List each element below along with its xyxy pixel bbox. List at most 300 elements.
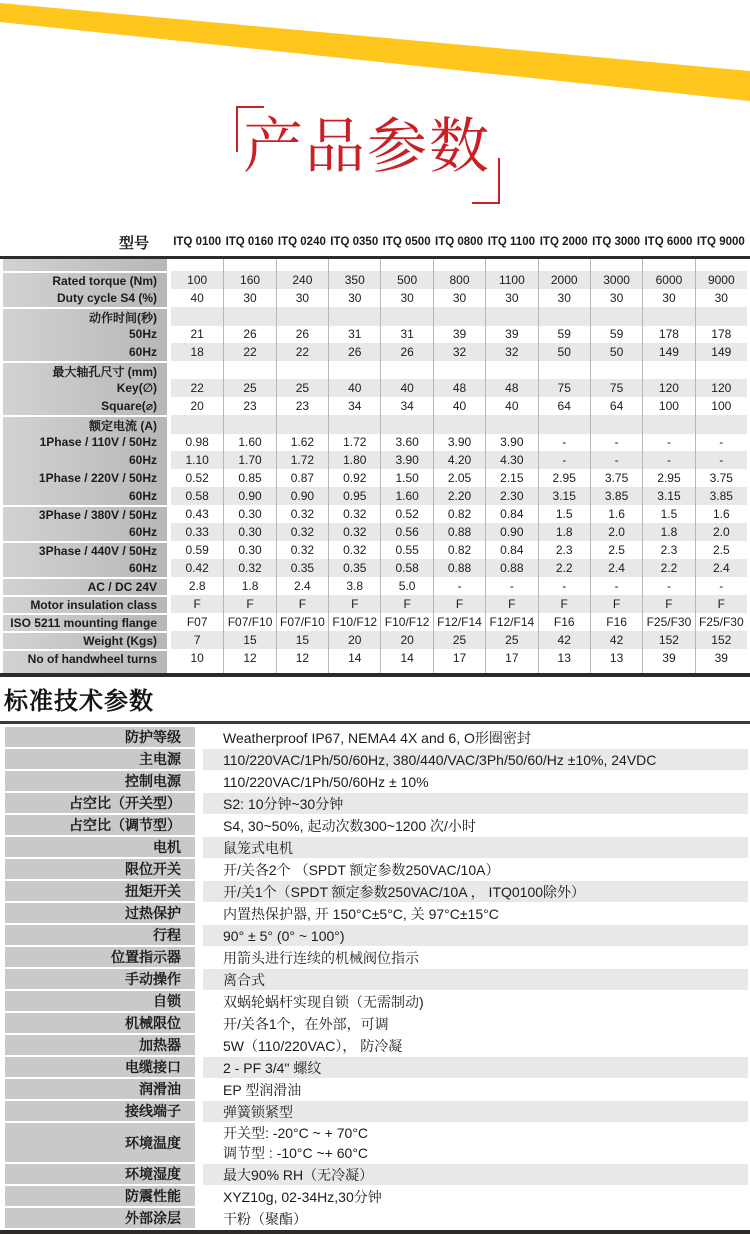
spec-cell: 0.42 bbox=[171, 559, 223, 577]
spec-cell: 15 bbox=[276, 631, 328, 649]
spec-cell: 0.58 bbox=[171, 487, 223, 505]
tech-row-label: 过热保护 bbox=[5, 903, 195, 925]
spec-cell: 2.5 bbox=[695, 541, 747, 559]
spec-cell: 42 bbox=[590, 631, 642, 649]
spec-cell: - bbox=[433, 577, 485, 595]
tech-value-line: EP 型润滑油 bbox=[223, 1081, 302, 1098]
spec-cell bbox=[276, 667, 328, 673]
spec-cell bbox=[642, 667, 694, 673]
tech-gutter bbox=[195, 815, 203, 837]
model-header-cell: ITQ 0800 bbox=[435, 236, 483, 248]
spec-row bbox=[3, 559, 747, 577]
spec-cell: 39 bbox=[485, 325, 537, 343]
tech-value-line: 2 - PF 3/4" 螺纹 bbox=[223, 1059, 322, 1076]
spec-cell: - bbox=[538, 451, 590, 469]
spec-cell: F bbox=[538, 595, 590, 613]
spec-cell: 1.6 bbox=[695, 505, 747, 523]
tech-row-value bbox=[203, 1035, 748, 1057]
spec-cell bbox=[328, 667, 380, 673]
model-header-cell: ITQ 2000 bbox=[539, 236, 588, 248]
spec-cell: F07/F10 bbox=[276, 613, 328, 631]
spec-row bbox=[3, 397, 747, 415]
spec-cell bbox=[590, 259, 642, 271]
spec-cell bbox=[171, 361, 223, 380]
tech-row-label: 自锁 bbox=[5, 991, 195, 1013]
model-header-cell: ITQ 0350 bbox=[330, 236, 379, 248]
spec-cell: 1.70 bbox=[223, 451, 275, 469]
spec-cell bbox=[485, 361, 537, 380]
tech-row-label: 限位开关 bbox=[5, 859, 195, 881]
spec-row-label: 额定电流 (A) bbox=[3, 415, 167, 434]
tech-row-value bbox=[203, 771, 748, 793]
spec-row bbox=[3, 259, 747, 271]
spec-cell bbox=[642, 361, 694, 380]
spec-row bbox=[3, 523, 747, 541]
spec-cell: 0.33 bbox=[171, 523, 223, 541]
tech-gutter bbox=[195, 1057, 203, 1079]
spec-cell: - bbox=[538, 577, 590, 595]
spec-cell: 40 bbox=[485, 397, 537, 415]
spec-row-label: 50Hz bbox=[3, 325, 167, 343]
tech-row bbox=[5, 1101, 748, 1123]
spec-cell: 30 bbox=[590, 289, 642, 307]
spec-cell: 2.15 bbox=[485, 469, 537, 487]
spec-cell: 1.5 bbox=[538, 505, 590, 523]
tech-gutter bbox=[195, 727, 203, 749]
tech-value-line: 开/关1个（SPDT 额定参数250VAC/10A ， ITQ0100除外） bbox=[223, 883, 586, 900]
spec-cell: 7 bbox=[171, 631, 223, 649]
spec-row-label: Duty cycle S4 (%) bbox=[3, 289, 167, 307]
spec-cell: 2.4 bbox=[590, 559, 642, 577]
spec-models-row bbox=[3, 228, 747, 256]
spec-cell bbox=[171, 667, 223, 673]
spec-cell bbox=[485, 259, 537, 271]
spec-cell: 0.32 bbox=[223, 559, 275, 577]
spec-cell bbox=[276, 361, 328, 380]
spec-cell bbox=[223, 361, 275, 380]
spec-row bbox=[3, 613, 747, 631]
tech-row-value bbox=[203, 1186, 748, 1208]
spec-cell: 18 bbox=[171, 343, 223, 361]
tech-gutter bbox=[195, 1123, 203, 1164]
spec-cell: 25 bbox=[276, 379, 328, 397]
tech-value-line: 鼠笼式电机 bbox=[223, 839, 293, 856]
tech-value-line: S2: 10分钟~30分钟 bbox=[223, 795, 344, 812]
tech-value-line: 5W（110/220VAC）， 防冷凝 bbox=[223, 1037, 403, 1054]
spec-cell: 0.82 bbox=[433, 541, 485, 559]
spec-cell: 32 bbox=[433, 343, 485, 361]
spec-cell: F25/F30 bbox=[695, 613, 747, 631]
tech-row-label: 环境温度 bbox=[5, 1123, 195, 1164]
spec-cell: 0.35 bbox=[276, 559, 328, 577]
tech-row-value bbox=[203, 859, 748, 881]
spec-row bbox=[3, 595, 747, 613]
tech-value-line: 开/关各1个，在外部，可调 bbox=[223, 1015, 389, 1032]
spec-row bbox=[3, 307, 747, 325]
spec-cell: 2.2 bbox=[642, 559, 694, 577]
tech-row bbox=[5, 1079, 748, 1101]
tech-row bbox=[5, 925, 748, 947]
spec-cell: 1.72 bbox=[328, 433, 380, 451]
spec-row bbox=[3, 451, 747, 469]
tech-row-label: 防震性能 bbox=[5, 1186, 195, 1208]
spec-cell: 3.90 bbox=[380, 451, 432, 469]
tech-row-label: 控制电源 bbox=[5, 771, 195, 793]
spec-cell bbox=[328, 415, 380, 434]
tech-row bbox=[5, 1186, 748, 1208]
spec-cell: 3.85 bbox=[695, 487, 747, 505]
tech-value-line: 开/关各2个 （SPDT 额定参数250VAC/10A） bbox=[223, 861, 500, 878]
spec-cell: 64 bbox=[538, 397, 590, 415]
title-area bbox=[0, 0, 750, 228]
spec-cell: F10/F12 bbox=[380, 613, 432, 631]
tech-value-line: 离合式 bbox=[223, 971, 265, 988]
tech-row-value bbox=[203, 925, 748, 947]
tech-gutter bbox=[195, 969, 203, 991]
spec-cell: - bbox=[642, 433, 694, 451]
spec-cell: 0.82 bbox=[433, 505, 485, 523]
spec-cell: 10 bbox=[190, 651, 204, 665]
page-title: 产品参数 bbox=[243, 113, 491, 180]
tech-gutter bbox=[195, 1208, 203, 1230]
spec-cell: - bbox=[642, 577, 694, 595]
spec-cell: 0.84 bbox=[485, 505, 537, 523]
spec-cell: 26 bbox=[380, 343, 432, 361]
tech-row bbox=[5, 793, 748, 815]
spec-row-label: 动作时间(秒) bbox=[3, 307, 167, 326]
tech-row-value bbox=[203, 1013, 748, 1035]
spec-cell bbox=[380, 259, 432, 271]
tech-gutter bbox=[195, 925, 203, 947]
spec-cell: - bbox=[695, 451, 747, 469]
spec-cell: F bbox=[328, 595, 380, 613]
tech-value-line: 内置热保护器, 开 150°C±5°C, 关 97°C±15°C bbox=[223, 905, 499, 922]
spec-row-label: 最大轴孔尺寸 (mm) bbox=[3, 361, 167, 380]
spec-cell: 30 bbox=[642, 289, 694, 307]
spec-cell bbox=[380, 361, 432, 380]
tech-bottom-rule bbox=[0, 1230, 750, 1234]
tech-value-line: 用箭头进行连续的机械阀位指示 bbox=[223, 949, 419, 966]
tech-row-label: 机械限位 bbox=[5, 1013, 195, 1035]
spec-cell bbox=[590, 415, 642, 434]
tech-row bbox=[5, 991, 748, 1013]
spec-rows bbox=[3, 259, 747, 673]
spec-cell bbox=[276, 415, 328, 434]
tech-value-line: 双蜗轮蜗杆实现自锁（无需制动) bbox=[223, 993, 424, 1010]
spec-row bbox=[3, 667, 747, 673]
spec-cell: 17 bbox=[485, 649, 537, 667]
spec-cell: 6000 bbox=[642, 271, 694, 289]
spec-cell: 0.85 bbox=[223, 469, 275, 487]
spec-cell: 3000 bbox=[590, 271, 642, 289]
tech-value-line: 110/220VAC/1Ph/50/60Hz, 380/440/VAC/3Ph/50/60/Hz ±10%, 24VDC bbox=[223, 751, 657, 768]
tech-value-line: XYZ10g, 02-34Hz,30分钟 bbox=[223, 1188, 382, 1205]
spec-cell: 3.90 bbox=[433, 433, 485, 451]
spec-cell: 152 bbox=[642, 631, 694, 649]
spec-cell: 0.32 bbox=[328, 523, 380, 541]
tech-row-value bbox=[203, 837, 748, 859]
spec-row-label: Key(∅) bbox=[3, 379, 167, 397]
spec-row bbox=[3, 631, 747, 649]
spec-cell: 64 bbox=[590, 397, 642, 415]
spec-row bbox=[3, 541, 747, 559]
spec-cell: 59 bbox=[538, 325, 590, 343]
spec-cell: F bbox=[223, 595, 275, 613]
spec-cell: 0.59 bbox=[185, 543, 209, 557]
spec-cell bbox=[171, 259, 223, 271]
spec-row-label: 3Phase / 380V / 50Hz bbox=[3, 505, 167, 523]
spec-cell: 1.6 bbox=[590, 505, 642, 523]
spec-cell: 3.8 bbox=[328, 577, 380, 595]
spec-row-label: 1Phase / 220V / 50Hz bbox=[3, 469, 167, 487]
tech-row bbox=[5, 859, 748, 881]
spec-cell: 20 bbox=[190, 399, 204, 413]
spec-cell: 75 bbox=[538, 379, 590, 397]
spec-cell: F12/F14 bbox=[485, 613, 537, 631]
spec-cell bbox=[433, 361, 485, 380]
tech-gutter bbox=[195, 1013, 203, 1035]
tech-gutter bbox=[195, 947, 203, 969]
spec-cell: 13 bbox=[538, 649, 590, 667]
spec-cell bbox=[328, 259, 380, 271]
spec-cell: 22 bbox=[276, 343, 328, 361]
spec-cell: 3.90 bbox=[485, 433, 537, 451]
tech-row-value bbox=[203, 727, 748, 749]
spec-cell: 1.50 bbox=[380, 469, 432, 487]
tech-row-value bbox=[203, 947, 748, 969]
model-header-cell: ITQ 0160 bbox=[225, 236, 274, 248]
tech-value-line: S4, 30~50%, 起动次数300~1200 次/小时 bbox=[223, 817, 476, 834]
spec-cell bbox=[223, 259, 275, 271]
spec-cell: 39 bbox=[695, 649, 747, 667]
spec-cell: F10/F12 bbox=[328, 613, 380, 631]
spec-cell: 3.15 bbox=[642, 487, 694, 505]
spec-cell bbox=[485, 307, 537, 326]
spec-cell: 2.0 bbox=[590, 523, 642, 541]
tech-value-line: 弹簧锁紧型 bbox=[223, 1103, 293, 1120]
spec-cell bbox=[433, 259, 485, 271]
spec-cell: 1.8 bbox=[642, 523, 694, 541]
spec-cell: 23 bbox=[276, 397, 328, 415]
tech-row-value bbox=[203, 749, 748, 771]
tech-row bbox=[5, 1164, 748, 1186]
spec-cell: 39 bbox=[642, 649, 694, 667]
spec-row bbox=[3, 505, 747, 523]
tech-row-label: 外部涂层 bbox=[5, 1208, 195, 1230]
spec-cell: 1.5 bbox=[642, 505, 694, 523]
spec-cell: F bbox=[171, 595, 223, 613]
spec-cell: 0.32 bbox=[328, 541, 380, 559]
model-header-cell: ITQ 0500 bbox=[382, 236, 431, 248]
tech-row bbox=[5, 947, 748, 969]
spec-cell: - bbox=[590, 577, 642, 595]
tech-row-value bbox=[203, 815, 748, 837]
tech-row bbox=[5, 815, 748, 837]
spec-cell: 26 bbox=[328, 343, 380, 361]
spec-row-label: 3Phase / 440V / 50Hz bbox=[3, 541, 167, 559]
spec-cell: 0.90 bbox=[223, 487, 275, 505]
spec-cell: 0.88 bbox=[433, 523, 485, 541]
spec-cell: 31 bbox=[380, 325, 432, 343]
tech-row-value bbox=[203, 1164, 748, 1186]
tech-value-line2: 调节型 : -10°C ~+ 60°C bbox=[223, 1145, 369, 1161]
tech-row bbox=[5, 1208, 748, 1230]
spec-cell: 2.4 bbox=[695, 559, 747, 577]
spec-cell bbox=[538, 667, 590, 673]
spec-row-label: Square(⌀) bbox=[3, 397, 167, 415]
tech-gutter bbox=[195, 771, 203, 793]
spec-cell: 800 bbox=[433, 271, 485, 289]
spec-cell: 30 bbox=[538, 289, 590, 307]
spec-cell: 0.32 bbox=[276, 541, 328, 559]
spec-cell: 100 bbox=[171, 271, 223, 289]
spec-cell bbox=[538, 307, 590, 326]
spec-cell: 48 bbox=[433, 379, 485, 397]
tech-gutter bbox=[195, 837, 203, 859]
spec-cell: F bbox=[485, 595, 537, 613]
spec-cell: 178 bbox=[695, 325, 747, 343]
spec-cell: 0.32 bbox=[328, 505, 380, 523]
spec-cell bbox=[223, 415, 275, 434]
spec-cell bbox=[171, 307, 223, 326]
spec-cell: 0.88 bbox=[485, 559, 537, 577]
model-header-cell: ITQ 0100 bbox=[173, 236, 222, 248]
tech-row bbox=[5, 771, 748, 793]
spec-cell: 40 bbox=[328, 379, 380, 397]
spec-cell: 2.05 bbox=[433, 469, 485, 487]
spec-row bbox=[3, 487, 747, 505]
spec-cell: 1.62 bbox=[276, 433, 328, 451]
spec-cell bbox=[642, 307, 694, 326]
spec-cell bbox=[380, 667, 432, 673]
spec-row-label: 1Phase / 110V / 50Hz bbox=[3, 433, 167, 451]
tech-value-line: 110/220VAC/1Ph/50/60Hz ± 10% bbox=[223, 773, 429, 790]
tech-row-value bbox=[203, 1079, 748, 1101]
spec-cell: 0.98 bbox=[185, 435, 209, 449]
spec-cell: 15 bbox=[223, 631, 275, 649]
tech-row-label: 行程 bbox=[5, 925, 195, 947]
tech-row-value bbox=[203, 881, 748, 903]
tech-row-value bbox=[203, 969, 748, 991]
spec-cell bbox=[485, 415, 537, 434]
spec-cell: 22 bbox=[223, 343, 275, 361]
spec-row bbox=[3, 379, 747, 397]
tech-row-label: 电机 bbox=[5, 837, 195, 859]
spec-row-label bbox=[3, 667, 167, 673]
tech-row bbox=[5, 1123, 748, 1164]
spec-cell: - bbox=[695, 433, 747, 451]
spec-cell: 40 bbox=[380, 379, 432, 397]
spec-cell: 120 bbox=[695, 379, 747, 397]
spec-cell: 5.0 bbox=[380, 577, 432, 595]
spec-row-label: ISO 5211 mounting flange bbox=[3, 613, 167, 631]
tech-section-title: 标准技术参数 bbox=[4, 688, 154, 715]
spec-cell: F07 bbox=[186, 615, 208, 629]
spec-cell: 26 bbox=[276, 325, 328, 343]
model-header-cell: ITQ 3000 bbox=[592, 236, 641, 248]
spec-cell: 0.30 bbox=[223, 523, 275, 541]
spec-cell: 2.8 bbox=[188, 579, 206, 593]
spec-cell: 25 bbox=[223, 379, 275, 397]
spec-cell: F bbox=[433, 595, 485, 613]
model-header-cell: ITQ 6000 bbox=[644, 236, 693, 248]
spec-cell: 40 bbox=[433, 397, 485, 415]
tech-row-value bbox=[203, 991, 748, 1013]
spec-cell: 1.72 bbox=[276, 451, 328, 469]
spec-cell bbox=[433, 667, 485, 673]
tech-row bbox=[5, 727, 748, 749]
spec-cell: 3.15 bbox=[538, 487, 590, 505]
tech-gutter bbox=[195, 749, 203, 771]
tech-row-label: 润滑油 bbox=[5, 1079, 195, 1101]
spec-cell: 31 bbox=[328, 325, 380, 343]
model-header-cell: ITQ 0240 bbox=[277, 236, 326, 248]
tech-row-value bbox=[203, 1057, 748, 1079]
tech-gutter bbox=[195, 1164, 203, 1186]
spec-cell: F12/F14 bbox=[433, 613, 485, 631]
spec-cell: 350 bbox=[328, 271, 380, 289]
spec-cell: - bbox=[590, 451, 642, 469]
spec-cell: 0.30 bbox=[223, 505, 275, 523]
spec-cell: 4.20 bbox=[433, 451, 485, 469]
spec-cell: 30 bbox=[380, 289, 432, 307]
spec-cell: 20 bbox=[380, 631, 432, 649]
spec-cell: 0.43 bbox=[185, 507, 209, 521]
spec-cell: F25/F30 bbox=[642, 613, 694, 631]
tech-gutter bbox=[195, 1101, 203, 1123]
spec-cell: 0.52 bbox=[185, 471, 209, 485]
spec-cell: - bbox=[695, 577, 747, 595]
spec-cell bbox=[642, 415, 694, 434]
spec-cell: 9000 bbox=[695, 271, 747, 289]
spec-cell: 30 bbox=[276, 289, 328, 307]
tech-row bbox=[5, 1013, 748, 1035]
spec-cell: 2.3 bbox=[642, 541, 694, 559]
spec-cell: 3.85 bbox=[590, 487, 642, 505]
tech-row-label: 主电源 bbox=[5, 749, 195, 771]
spec-cell: 30 bbox=[433, 289, 485, 307]
spec-cell: 2.95 bbox=[642, 469, 694, 487]
tech-gutter bbox=[195, 793, 203, 815]
title-bracket-bottom-right bbox=[472, 158, 500, 204]
spec-cell: 120 bbox=[642, 379, 694, 397]
spec-cell: 30 bbox=[485, 289, 537, 307]
spec-cell bbox=[695, 667, 747, 673]
model-header-label: 型号 bbox=[118, 234, 149, 252]
tech-gutter bbox=[195, 903, 203, 925]
spec-cell: 48 bbox=[485, 379, 537, 397]
spec-cell: 0.52 bbox=[380, 505, 432, 523]
tech-gutter bbox=[195, 991, 203, 1013]
spec-cell bbox=[695, 415, 747, 434]
tech-gutter bbox=[195, 1186, 203, 1208]
spec-cell: 50 bbox=[538, 343, 590, 361]
spec-cell: F bbox=[695, 595, 747, 613]
spec-cell: 0.84 bbox=[485, 541, 537, 559]
tech-value-line: 开关型: -20°C ~ + 70°C bbox=[223, 1125, 369, 1141]
tech-row-label: 防护等级 bbox=[5, 727, 195, 749]
tech-value-line: 干粉（聚酯） bbox=[223, 1210, 307, 1227]
spec-row bbox=[3, 433, 747, 451]
spec-cell bbox=[223, 307, 275, 326]
spec-cell: 39 bbox=[433, 325, 485, 343]
spec-cell: F bbox=[276, 595, 328, 613]
spec-cell: 2000 bbox=[538, 271, 590, 289]
spec-cell bbox=[433, 415, 485, 434]
tech-gutter bbox=[195, 1079, 203, 1101]
spec-cell: 1.80 bbox=[328, 451, 380, 469]
spec-cell: 0.58 bbox=[380, 559, 432, 577]
